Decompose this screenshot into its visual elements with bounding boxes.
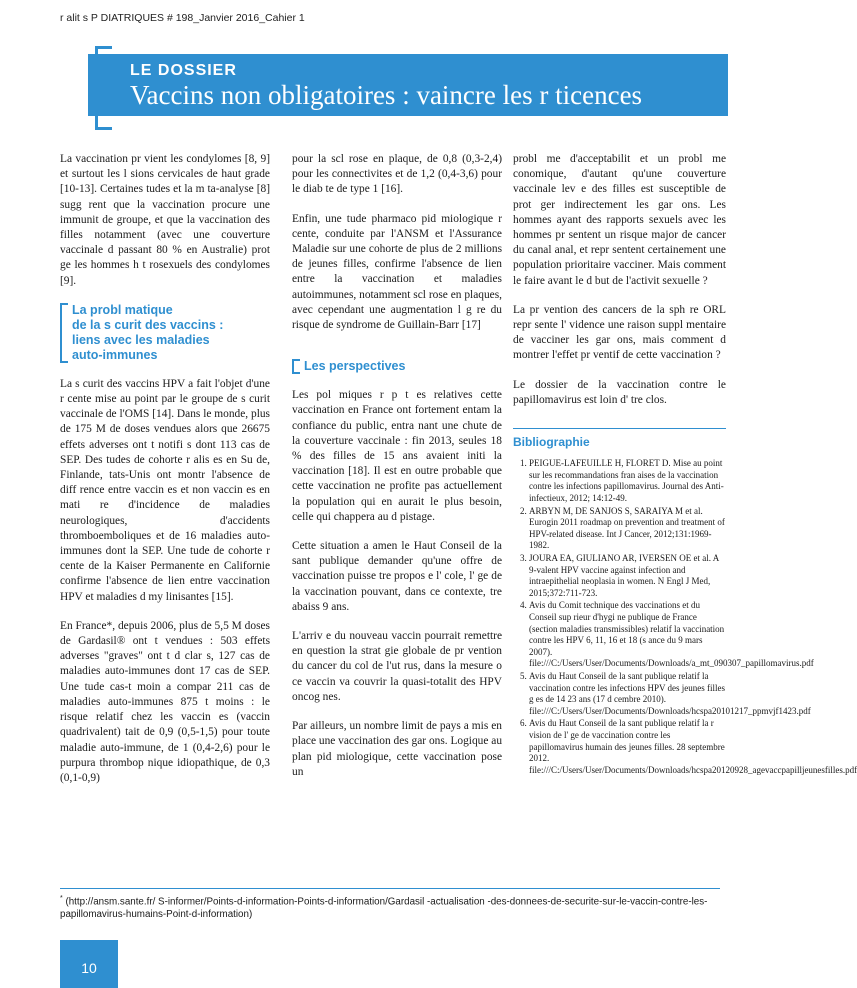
bibliography-item: 2. ARBYN M, DE SANJOS S, SARAIYA M et al. Eurogin 2011 roadmap on prevention and treatment of HPV-related disease. Int J Cancer, 2012;131:1969-1982. (529, 506, 726, 552)
running-header: r alit s P DIATRIQUES # 198_Janvier 2016_Cahier 1 (60, 12, 305, 24)
subheading-bracket (60, 303, 68, 363)
footnote-marker: * (60, 895, 63, 902)
bibliography-heading: Bibliographie (513, 428, 726, 450)
bibliography-item: 4. Avis du Comit technique des vaccinations et du Conseil sup rieur d'hygi ne publique de France (section maladies transmissibles) relatif la vaccination contre les HPV 6, 11, 16 et 18 (s ance du 9 mars 2007). file:///C:/Users/User/Documents/Downloads/a_mt_090307_papillomavirus.pdf (529, 600, 726, 670)
section-kicker: LE DOSSIER (130, 62, 237, 79)
page-number: 10 (81, 960, 97, 976)
subheading-line: Les perspectives (304, 359, 406, 374)
paragraph: Cette situation a amen le Haut Conseil de la sant publique demander qu'une offre de vaccination puisse tre propos e l' cole, l' ge de la vaccination pouvant, dans ce contexte, tre abaiss 9 ans. (292, 540, 502, 613)
paragraph: Le dossier de la vaccination contre le papillomavirus est loin d' tre clos. (513, 378, 726, 406)
bibliography-list (513, 458, 857, 776)
paragraph: pour la scl rose en plaque, de 0,8 (0,3-2,4) pour les connectivites et de 1,2 (0,4-3,6) pour le diab te de type 1 [16]. (292, 153, 502, 196)
banner-bracket-decoration (95, 46, 112, 130)
paragraph: Par ailleurs, un nombre limit de pays a mis en place une vaccination des gar ons. Logique au plan pid miologique, cette vaccination pose un (292, 720, 503, 778)
paragraph: La s curit des vaccins HPV a fait l'objet d'une r cente mise au point par le groupe de s curit vaccinale de l'OMS [14]. Dans le monde, plus de 175 M de doses vendues alors que 26675 effets adverses ont t notifi s dont 113 cas de SEP. Des tudes de cohorte r alis es en Su de, Finlande, tats-Unis ont montr l'absence de diff rence entre vaccin es et non vaccin es en mati re d'incidence de maladies neurologiques, d'accidents thromboemboliques et de 16 maladies auto-immunes dont la SEP. Une tude de cohorte r cente de la Kaiser Permanente en Californie confirme l'absence de lien entre vaccination HPV et maladies d my linisantes [15]. (60, 377, 270, 603)
paragraph: L'arriv e du nouveau vaccin pourrait remettre en question la strat gie globale de pr vention du cancer du col de l'ut rus, dans la mesure o ce vaccin va couvrir la quasi-totalit des HPV oncog nes. (292, 630, 502, 703)
subheading-line: de la s curit des vaccins : (72, 317, 224, 332)
subheading-bracket (292, 359, 300, 374)
bibliography-item: 5. Avis du Haut Conseil de la sant publique relatif la vaccination contre les infections HPV des jeunes filles g es de 14 23 ans (17 d cembre 2010). file:///C:/Users/User/Documents/Downloads/hcspa20101217_ppmvjf1423.pdf (529, 671, 726, 717)
paragraph: La pr vention des cancers de la sph re ORL repr sente l' vidence une raison suppl mentaire de vacciner les gar ons, mais comment d montrer l'effet pr ventif de cette vaccination ? (513, 303, 726, 362)
bibliography-item: 6. Avis du Haut Conseil de la sant publique relatif la r vision de l' ge de vaccination contre les papillomavirus humain des jeunes filles. 28 septembre 2012. file:///C:/Users/User/Documents/Downloads/hcspa20120928_agevaccpapilljeunesfilles.pdf (529, 718, 726, 776)
subheading-line: La probl matique (72, 302, 173, 317)
column-3 (513, 152, 857, 777)
subheading-line: liens avec les maladies (72, 332, 210, 347)
page-number-block (60, 940, 118, 988)
paragraph: Les pol miques r p t es relatives cette vaccination en France ont fortement entam la confiance du public, entra nant une chute de la couverture vaccinale : fin 2013, seules 18 % des filles de 15 ans avaient initi la vaccination [18]. Il est en outre probable que cette vaccination ne profite pas actuellement la population qui en aurait le plus besoin, celle qui chappera au d pistage. (292, 389, 502, 523)
footnote (60, 888, 720, 921)
page-title: Vaccins non obligatoires : vaincre les r ticences (130, 80, 643, 110)
bibliography-item: 1. PEIGUE-LAFEUILLE H, FLORET D. Mise au point sur les recommandations fran aises de la vaccination contre les infections papillomavirus. Journal des Anti-infectieux, 2012; 14:12-49. (529, 458, 726, 504)
column-1 (60, 152, 270, 800)
paragraph: Enfin, une tude pharmaco pid miologique r cente, conduite par l'ANSM et l'Assurance Maladie sur une cohorte de plus de 2 millions de jeunes filles, confirme l'absence de lien entre la vaccination et maladies autoimmunes, notamment scl rose en plaques, avec cependant une augmentation l g re du risque de syndrome de Guillain-Barr [17] (292, 212, 502, 332)
subheading-securite (60, 303, 270, 363)
bibliography-item: 3. JOURA EA, GIULIANO AR, IVERSEN OE et al. A 9-valent HPV vaccine against infection and intraepithelial neoplasia in women. N Engl J Med, 2015;372:711-723. (529, 553, 726, 599)
subheading-perspectives (292, 359, 502, 374)
footnote-link[interactable]: (http://ansm.sante.fr/ S-informer/Points-d-information-Points-d-information/Gardasil -actualisation -des-donnees-de-securite-sur-le-vaccin-contre-les-papillomavirus-humains-Point-d-information) (60, 896, 708, 921)
column-2 (292, 152, 502, 794)
paragraph: probl me d'acceptabilit et un probl me conomique, d'autant qu'une couverture vaccinale lev e des filles est susceptible de prot ger indirectement les gar ons. Les hommes ayant des rapports sexuels avec les hommes pr sentent un risque major de cancer du canal anal, et repr sentent certainement une population prioritaire vacciner. Mais comment le faire avant le d but de l'activit sexuelle ? (513, 153, 726, 287)
paragraph: La vaccination pr vient les condylomes [8, 9] et surtout les l sions cervicales de haut grade [10-13]. Certaines tudes et la m ta-analyse [8] sugg rent que la vaccination procure une immunit de groupe, et que la vaccination des filles notamment (avec une couverture vaccinale d passant 80 % en Australie) prot ge les hommes h t rosexuels des condylomes [9]. (60, 153, 270, 287)
dossier-banner (88, 54, 728, 116)
paragraph: En France*, depuis 2006, plus de 5,5 M doses de Gardasil® ont t vendues : 503 effets adverses "graves" ont t d clar s, 127 cas de maladies auto-immunes dont 17 cas de SEP. Une tude cas-t moin a compar 211 cas de maladies auto-immunes 875 t moins : le risque relatif chez les vaccin es (vaccin quadrivalent) tait de 0,9 (0,5-1,5) pour toute maladie auto-immune, de 1 (0,4-2,6) pour le purpura thrombop nique idiopathique, de 0,3 (0,1-0,9) (60, 619, 270, 784)
subheading-line: auto-immunes (72, 347, 158, 362)
